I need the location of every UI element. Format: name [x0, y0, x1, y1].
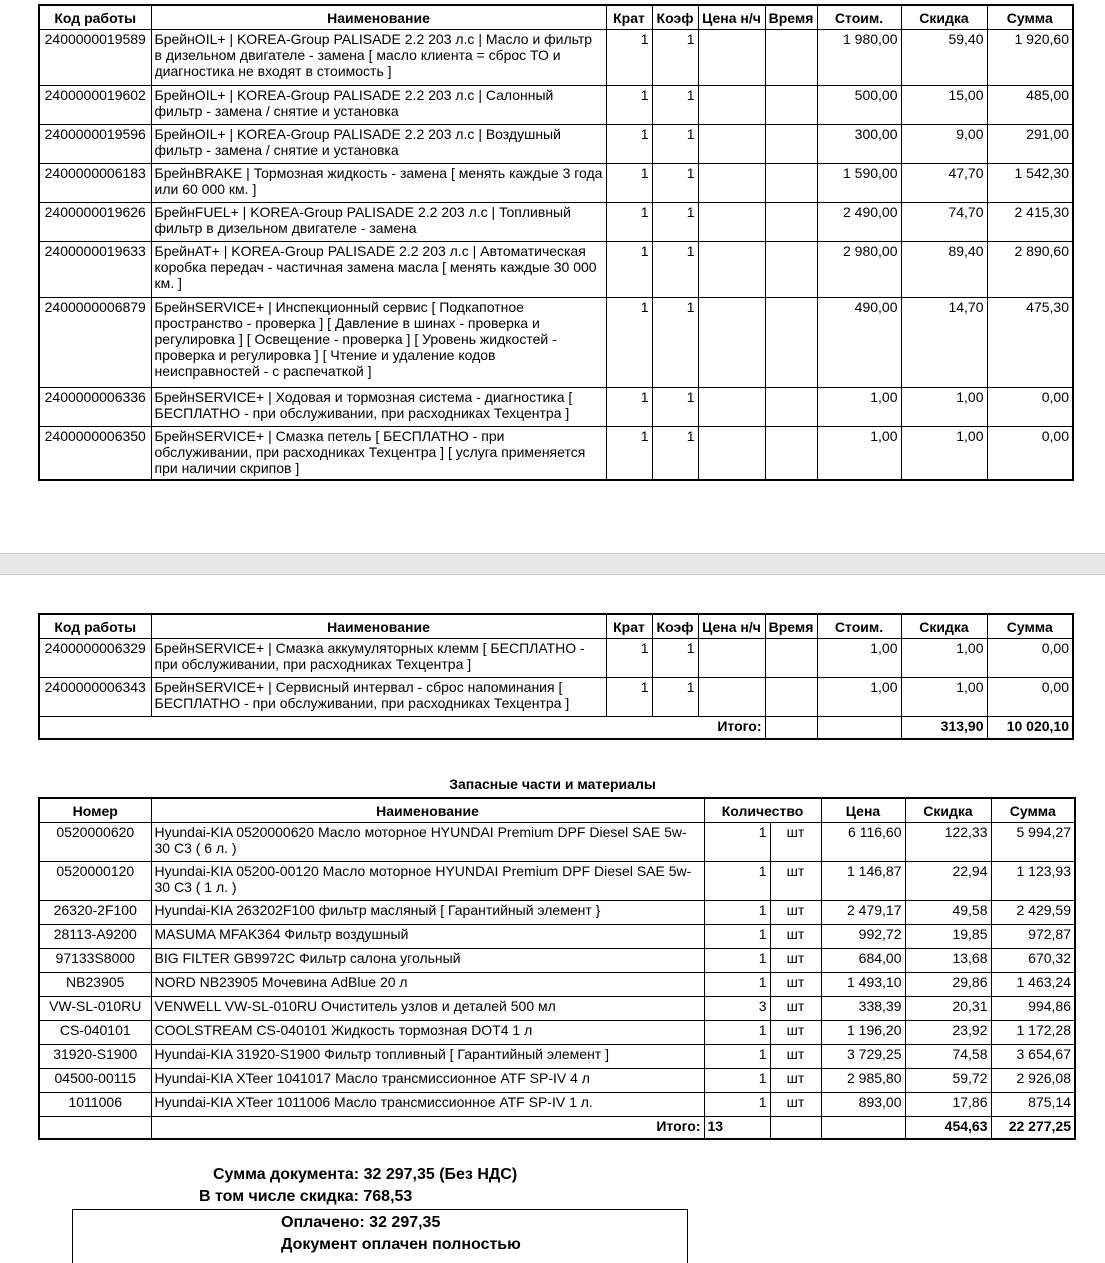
part-price: 2 479,17 [821, 901, 905, 925]
work-row [39, 125, 1073, 164]
work-koef: 1 [652, 86, 698, 125]
work-sum: 0,00 [987, 427, 1073, 480]
document-sum: Сумма документа: 32 297,35 (Без НДС) [213, 1166, 518, 1183]
work-krat: 1 [606, 203, 652, 242]
part-discount: 29,86 [905, 973, 991, 997]
work-koef: 1 [652, 639, 698, 678]
col-header-price-nh: Цена н/ч [698, 5, 765, 30]
part-unit: шт [770, 1045, 821, 1069]
work-koef: 1 [652, 242, 698, 298]
col-header-time: Время [765, 5, 817, 30]
work-row [39, 86, 1073, 125]
part-unit: шт [770, 1069, 821, 1093]
work-time [765, 203, 817, 242]
work-krat: 1 [606, 86, 652, 125]
part-sum: 1 172,28 [991, 1021, 1075, 1045]
work-cost: 1,00 [817, 388, 901, 427]
part-unit: шт [770, 823, 821, 862]
work-cost: 1,00 [817, 678, 901, 717]
work-price-nh [698, 678, 765, 717]
part-name: Hyundai-KIA 263202F100 фильтр масляный [ Гарантийный элемент } [151, 901, 704, 925]
work-krat: 1 [606, 388, 652, 427]
parts-header-row [39, 798, 1075, 823]
parts-total-label: Итого: [151, 1117, 704, 1139]
work-koef: 1 [652, 388, 698, 427]
work-krat: 1 [606, 639, 652, 678]
work-price-nh [698, 427, 765, 480]
part-unit: шт [770, 973, 821, 997]
col-header-cost: Стоим. [817, 614, 901, 639]
parts-total-empty [39, 1117, 151, 1139]
work-cost: 1 980,00 [817, 30, 901, 86]
part-sum: 3 654,67 [991, 1045, 1075, 1069]
part-name: NORD NB23905 Мочевина AdBlue 20 л [151, 973, 704, 997]
work-name: БрейнFUEL+ | KOREA-Group PALISADE 2.2 203 л.с | Топливный фильтр в дизельном двигателе - замена [151, 203, 606, 242]
part-price: 1 196,20 [821, 1021, 905, 1045]
part-sum: 1 123,93 [991, 862, 1075, 901]
part-price: 1 493,10 [821, 973, 905, 997]
work-name-text: БрейнSERVICE+ | Смазка петель [ БЕСПЛАТНО - при обслуживании, при расходниках Техцентра ] [ услуга применяется при наличии скрипов ] [154, 428, 586, 476]
col-header-cost: Стоим. [817, 5, 901, 30]
work-sum: 1 542,30 [987, 164, 1073, 203]
part-price: 684,00 [821, 949, 905, 973]
work-koef: 1 [652, 427, 698, 480]
work-price-nh [698, 164, 765, 203]
parts-section-title: Запасные части и материалы [449, 776, 656, 792]
col-header-sum: Сумма [987, 614, 1073, 639]
works-total-discount: 313,90 [901, 717, 987, 739]
parts-total-row [39, 1117, 1075, 1139]
work-row [39, 388, 1073, 427]
work-code: 2400000006183 [39, 164, 151, 203]
work-koef: 1 [652, 298, 698, 388]
part-row [39, 1021, 1075, 1045]
part-discount: 20,31 [905, 997, 991, 1021]
part-row [39, 973, 1075, 997]
work-time [765, 639, 817, 678]
col-header-number: Номер [39, 798, 151, 823]
part-unit: шт [770, 925, 821, 949]
work-price-nh [698, 86, 765, 125]
work-name: БрейнOIL+ | KOREA-Group PALISADE 2.2 203 л.с | Воздушный фильтр - замена / снятие и установка [151, 125, 606, 164]
work-krat: 1 [606, 678, 652, 717]
document-page-1 [0, 0, 1105, 553]
work-discount: 59,40 [901, 30, 987, 86]
work-sum: 291,00 [987, 125, 1073, 164]
work-row [39, 203, 1073, 242]
work-row [39, 30, 1073, 86]
part-row [39, 925, 1075, 949]
work-krat: 1 [606, 242, 652, 298]
work-code: 2400000019626 [39, 203, 151, 242]
part-discount: 22,94 [905, 862, 991, 901]
work-code: 2400000006336 [39, 388, 151, 427]
part-number: 1011006 [39, 1093, 151, 1117]
part-price: 6 116,60 [821, 823, 905, 862]
part-number: 04500-00115 [39, 1069, 151, 1093]
part-price: 992,72 [821, 925, 905, 949]
col-header-discount: Скидка [905, 798, 991, 823]
work-cost: 500,00 [817, 86, 901, 125]
part-unit: шт [770, 1093, 821, 1117]
part-sum: 875,14 [991, 1093, 1075, 1117]
work-cost: 1 590,00 [817, 164, 901, 203]
col-header-code: Код работы [39, 5, 151, 30]
work-name [151, 427, 606, 480]
work-row [39, 164, 1073, 203]
part-row [39, 823, 1075, 862]
work-discount: 89,40 [901, 242, 987, 298]
work-name: БрейнSERVICE+ | Сервисный интервал - сброс напоминания [ БЕСПЛАТНО - при обслуживании, при расходниках Техцентра ] [151, 678, 606, 717]
work-discount: 47,70 [901, 164, 987, 203]
works-header-row [39, 5, 1073, 30]
part-price: 3 729,25 [821, 1045, 905, 1069]
part-name: Hyundai-KIA 31920-S1900 Фильтр топливный [ Гарантийный элемент ] [151, 1045, 704, 1069]
work-koef: 1 [652, 30, 698, 86]
work-name: БрейнBRAKE | Тормозная жидкость - замена [ менять каждые 3 года или 60 000 км. ] [151, 164, 606, 203]
part-row [39, 862, 1075, 901]
work-name-text: БрейнSERVICE+ | Инспекционный сервис [ Подкапотное пространство - проверка ] [ Давление в шинах - проверка и регулировка ] [ Освещение - проверка ] [ Уровень жидкостей - проверка и регулировка ] [ Чтение и удаление кодов неисправностей - с распечаткой ] [154, 299, 557, 379]
works-table-body [39, 639, 1073, 717]
document-page-2 [0, 575, 1105, 1263]
col-header-name: Наименование [151, 614, 606, 639]
part-sum: 5 994,27 [991, 823, 1075, 862]
part-number: 28113-A9200 [39, 925, 151, 949]
work-price-nh [698, 242, 765, 298]
col-header-qty: Количество [704, 798, 821, 823]
work-discount: 9,00 [901, 125, 987, 164]
work-time [765, 125, 817, 164]
work-price-nh [698, 203, 765, 242]
part-qty: 1 [704, 1069, 770, 1093]
parts-total-qty: 13 [704, 1117, 770, 1139]
col-header-code: Код работы [39, 614, 151, 639]
work-sum: 0,00 [987, 388, 1073, 427]
part-discount: 17,86 [905, 1093, 991, 1117]
works-total-row [39, 717, 1073, 739]
work-price-nh [698, 639, 765, 678]
part-number: 97133S8000 [39, 949, 151, 973]
part-price: 893,00 [821, 1093, 905, 1117]
work-name: БрейнSERVICE+ | Ходовая и тормозная система - диагностика [ БЕСПЛАТНО - при обслуживании, при расходниках Техцентра ] [151, 388, 606, 427]
part-row [39, 1045, 1075, 1069]
work-sum: 2 890,60 [987, 242, 1073, 298]
part-name: Hyundai-KIA XTeer 1011006 Масло трансмиссионное ATF SP-IV 1 л. [151, 1093, 704, 1117]
part-number: 0520000620 [39, 823, 151, 862]
part-discount: 19,85 [905, 925, 991, 949]
col-header-krat: Крат [606, 5, 652, 30]
part-qty: 1 [704, 1045, 770, 1069]
work-discount: 1,00 [901, 427, 987, 480]
col-header-discount: Скидка [901, 614, 987, 639]
work-name: БрейнOIL+ | KOREA-Group PALISADE 2.2 203 л.с | Салонный фильтр - замена / снятие и установка [151, 86, 606, 125]
part-sum: 1 463,24 [991, 973, 1075, 997]
work-name-text: БрейнOIL+ | KOREA-Group PALISADE 2.2 203 л.с | Масло и фильтр в дизельном двигателе - замена [ масло клиента = сброс ТО и диагностика не входят в стоимость ] [154, 31, 593, 79]
work-cost: 300,00 [817, 125, 901, 164]
work-code: 2400000019596 [39, 125, 151, 164]
work-code: 2400000019589 [39, 30, 151, 86]
work-krat: 1 [606, 298, 652, 388]
paid-amount: Оплачено: 32 297,35 [281, 1214, 441, 1231]
part-qty: 1 [704, 901, 770, 925]
part-number: 0520000120 [39, 862, 151, 901]
work-code: 2400000019633 [39, 242, 151, 298]
part-qty: 1 [704, 949, 770, 973]
part-discount: 23,92 [905, 1021, 991, 1045]
col-header-price: Цена [821, 798, 905, 823]
works-total-cost [817, 717, 901, 739]
parts-table [38, 797, 1076, 1140]
work-time [765, 678, 817, 717]
work-krat: 1 [606, 30, 652, 86]
work-code: 2400000006329 [39, 639, 151, 678]
part-qty: 1 [704, 1021, 770, 1045]
part-price: 2 985,80 [821, 1069, 905, 1093]
works-table-body [39, 30, 1073, 480]
part-sum: 972,87 [991, 925, 1075, 949]
work-time [765, 30, 817, 86]
work-sum: 0,00 [987, 678, 1073, 717]
part-sum: 670,32 [991, 949, 1075, 973]
work-row [39, 298, 1073, 388]
work-name [151, 242, 606, 298]
part-sum: 994,86 [991, 997, 1075, 1021]
work-sum: 485,00 [987, 86, 1073, 125]
part-row [39, 901, 1075, 925]
part-qty: 3 [704, 997, 770, 1021]
part-qty: 1 [704, 925, 770, 949]
part-qty: 1 [704, 1093, 770, 1117]
work-discount: 74,70 [901, 203, 987, 242]
parts-total-sum: 22 277,25 [991, 1117, 1075, 1139]
col-header-sum: Сумма [991, 798, 1075, 823]
part-sum: 2 429,59 [991, 901, 1075, 925]
part-name: Hyundai-KIA 0520000620 Масло моторное HYUNDAI Premium DPF Diesel SAE 5w-30 C3 ( 6 л. ) [151, 823, 704, 862]
part-row [39, 949, 1075, 973]
work-name [151, 30, 606, 86]
part-name: Hyundai-KIA 05200-00120 Масло моторное HYUNDAI Premium DPF Diesel SAE 5w-30 C3 ( 1 л. ) [151, 862, 704, 901]
work-koef: 1 [652, 125, 698, 164]
col-header-koef: Коэф [652, 614, 698, 639]
parts-total-unit [770, 1117, 821, 1139]
work-koef: 1 [652, 164, 698, 203]
work-cost: 490,00 [817, 298, 901, 388]
work-discount: 1,00 [901, 639, 987, 678]
work-discount: 1,00 [901, 388, 987, 427]
part-number: VW-SL-010RU [39, 997, 151, 1021]
work-discount: 15,00 [901, 86, 987, 125]
part-name: BIG FILTER GB9972C Фильтр салона угольный [151, 949, 704, 973]
work-sum: 0,00 [987, 639, 1073, 678]
work-krat: 1 [606, 125, 652, 164]
work-name-text: БрейнAT+ | KOREA-Group PALISADE 2.2 203 л.с | Автоматическая коробка передач - частичная замена масла [ менять каждые 30 000 км. ] [154, 243, 597, 291]
part-unit: шт [770, 949, 821, 973]
work-time [765, 427, 817, 480]
work-price-nh [698, 298, 765, 388]
part-qty: 1 [704, 973, 770, 997]
work-cost: 1,00 [817, 639, 901, 678]
parts-table-body [39, 823, 1075, 1117]
part-price: 1 146,87 [821, 862, 905, 901]
work-time [765, 86, 817, 125]
payment-box [72, 1209, 688, 1263]
part-discount: 122,33 [905, 823, 991, 862]
works-table-page-1 [38, 4, 1074, 481]
col-header-koef: Коэф [652, 5, 698, 30]
col-header-krat: Крат [606, 614, 652, 639]
part-number: NB23905 [39, 973, 151, 997]
work-code: 2400000006350 [39, 427, 151, 480]
work-sum: 1 920,60 [987, 30, 1073, 86]
work-row [39, 639, 1073, 678]
part-discount: 74,58 [905, 1045, 991, 1069]
work-price-nh [698, 388, 765, 427]
part-name: COOLSTREAM CS-040101 Жидкость тормозная DOT4 1 л [151, 1021, 704, 1045]
work-name: БрейнSERVICE+ | Смазка аккумуляторных клемм [ БЕСПЛАТНО - при обслуживании, при расходниках Техцентра ] [151, 639, 606, 678]
work-time [765, 164, 817, 203]
work-krat: 1 [606, 427, 652, 480]
part-qty: 1 [704, 862, 770, 901]
work-row [39, 427, 1073, 480]
works-total-time [765, 717, 817, 739]
part-sum: 2 926,08 [991, 1069, 1075, 1093]
col-header-name: Наименование [151, 798, 704, 823]
work-krat: 1 [606, 164, 652, 203]
part-discount: 59,72 [905, 1069, 991, 1093]
part-discount: 49,58 [905, 901, 991, 925]
part-number: 31920-S1900 [39, 1045, 151, 1069]
works-header-row [39, 614, 1073, 639]
work-row [39, 242, 1073, 298]
part-number: CS-040101 [39, 1021, 151, 1045]
col-header-time: Время [765, 614, 817, 639]
part-unit: шт [770, 901, 821, 925]
col-header-discount: Скидка [901, 5, 987, 30]
page-separator [0, 553, 1105, 575]
work-koef: 1 [652, 678, 698, 717]
part-name: VENWELL VW-SL-010RU Очиститель узлов и деталей 500 мл [151, 997, 704, 1021]
part-discount: 13,68 [905, 949, 991, 973]
part-number: 26320-2F100 [39, 901, 151, 925]
document-discount: В том числе скидка: 768,53 [199, 1188, 413, 1205]
work-time [765, 242, 817, 298]
work-name [151, 298, 606, 388]
part-row [39, 1069, 1075, 1093]
part-unit: шт [770, 862, 821, 901]
work-price-nh [698, 125, 765, 164]
works-table-page-2 [38, 613, 1074, 740]
part-unit: шт [770, 1021, 821, 1045]
work-cost: 2 490,00 [817, 203, 901, 242]
work-koef: 1 [652, 203, 698, 242]
col-header-name: Наименование [151, 5, 606, 30]
work-discount: 14,70 [901, 298, 987, 388]
work-row [39, 678, 1073, 717]
work-cost: 2 980,00 [817, 242, 901, 298]
work-time [765, 388, 817, 427]
work-discount: 1,00 [901, 678, 987, 717]
work-code: 2400000006343 [39, 678, 151, 717]
part-row [39, 997, 1075, 1021]
col-header-sum: Сумма [987, 5, 1073, 30]
works-total-sum: 10 020,10 [987, 717, 1073, 739]
part-qty: 1 [704, 823, 770, 862]
work-time [765, 298, 817, 388]
work-cost: 1,00 [817, 427, 901, 480]
col-header-price-nh: Цена н/ч [698, 614, 765, 639]
part-name: Hyundai-KIA XTeer 1041017 Масло трансмиссионное ATF SP-IV 4 л [151, 1069, 704, 1093]
works-total-label: Итого: [39, 717, 765, 739]
part-row [39, 1093, 1075, 1117]
parts-total-price [821, 1117, 905, 1139]
work-price-nh [698, 30, 765, 86]
work-code: 2400000019602 [39, 86, 151, 125]
work-code: 2400000006879 [39, 298, 151, 388]
paid-status: Документ оплачен полностью [281, 1236, 521, 1253]
work-sum: 2 415,30 [987, 203, 1073, 242]
part-price: 338,39 [821, 997, 905, 1021]
part-name: MASUMA MFAK364 Фильтр воздушный [151, 925, 704, 949]
work-sum: 475,30 [987, 298, 1073, 388]
part-unit: шт [770, 997, 821, 1021]
parts-total-discount: 454,63 [905, 1117, 991, 1139]
